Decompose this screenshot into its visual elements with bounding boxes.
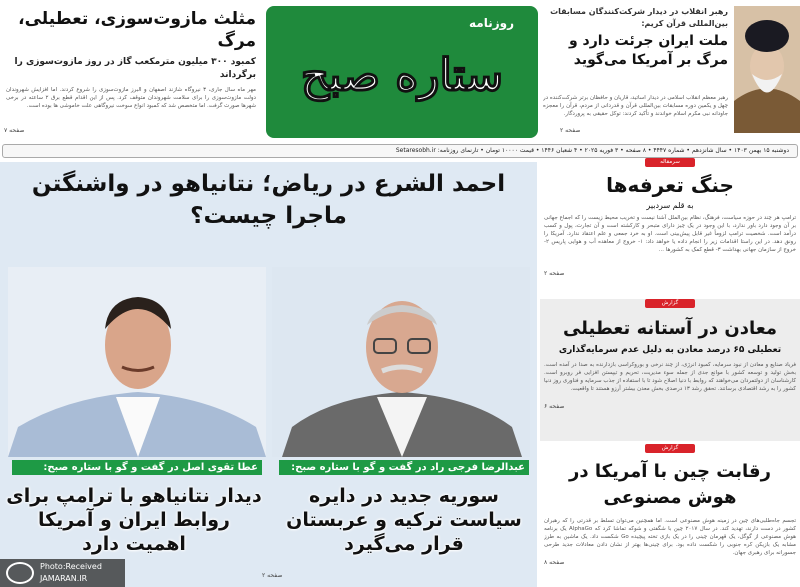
issue-info-text: دوشنبه ۱۵ بهمن ۱۴۰۳ • سال شانزدهم • شماره ۴۴۴۷ • ۸ صفحه • ۳ فوریه ۲۰۲۵ • ۴ شعبان ۱۴۴۶ • قیمت ۱۰۰۰۰ تومان • تارنمای روزنامه: Setaresobh.ir: [395, 147, 789, 154]
page-ref[interactable]: صفحه ۲: [262, 572, 283, 579]
watermark-line-2: JAMARAN.IR: [40, 574, 88, 583]
main-headline[interactable]: [0, 168, 537, 232]
story-title[interactable]: مثلث مازوت‌سوزی، تعطیلی، مرگ: [18, 9, 256, 51]
story-body: مهر ماه سال جاری، ۳ نیروگاه شازند اصفهان و البرز مازوت‌سوزی را شروع کردند. اما افزایش شهروندان دولت مازوت‌سوزی را برای سلامت شهروندان متوقف کرد. پس از این اقدام قطع برق ۲ ساعته در برخی شهرها صورت گرفت. اما متخصص شد که کمبود انواع سوخت نیروگاهی علت خاموشی ها بوده است.: [6, 87, 256, 109]
headline-line-2: ماجرا چیست؟: [190, 203, 347, 229]
newspaper-logo[interactable]: [266, 6, 538, 138]
page-ref[interactable]: صفحه ۷: [4, 127, 25, 134]
section-subtitle: تعطیلی ۶۵ درصد معادن به دلیل عدم سرمایه‌گذاری: [558, 345, 782, 355]
interview-caption-left: عطا تقوی اصل در گفت و گو با ستاره صبح:: [12, 460, 262, 475]
photo-taghavi: [8, 267, 266, 457]
photo-watermark: [0, 559, 125, 587]
logo-subtitle: روزنامه: [469, 16, 514, 30]
page-ref[interactable]: صفحه ۲: [544, 270, 565, 277]
masthead-left-story: [0, 0, 262, 140]
story-title-netanyahu[interactable]: دیدار نتانیاهو با ترامپ برای روابط ایران و آمریکا اهمیت دارد: [6, 485, 262, 555]
story-title-syria[interactable]: سوریه جدید در دایره سیاست ترکیه و عربستان قرار می‌گیرد: [286, 485, 522, 555]
section-title[interactable]: معادن در آستانه تعطیلی: [562, 318, 778, 339]
section-body: ترامپ هر چند در حوزه سیاست، فرهنگ، نظام بین‌الملل آشنا نیست و تخریب محیط زیست را که اجماع جهانی بر آن وجود دارد باور ندارد، با این وجود در یک چیز دارای متبحر و کارکشته است و آن تجارت، پول و کسب درآمد است. شخصیت ترامپ لزوماً غیر قابل پیش‌بینی است. او به خرد جمعی و علم اعتقاد ندارد. آمریکا را رونق دهد. در این راستا اقدامات زیر را انجام داده یا خواهد داد: ۱- خروج از معاهده آب و هوایی پاریس ۲- خروج از سازمان جهانی بهداشت ۳- قطع کمک به کشورها ...: [544, 215, 796, 253]
masthead-right-story: [540, 0, 800, 140]
section-body: فریاد صنایع و معادن از نبود سرمایه، کمبود انرژی، از چند نرخی و بوروکراسی بازدارنده به صدا در آمده است. بخش تولید و توسعه کشور با موانع جدی از جمله سوء مدیریت، تحریم و تیپستن افزایی فر روبرو است. کارشناسان از دولتمردان می‌خواهند که روابط با دنیا اصلاح شود تا با استفاده از جذب سرمایه و فناوری روز دنیا کشور را به رشد اقتصادی برسانند. تحقق رشد ۱۳ درصدی بخش معدن بیشتر آرزو هستند تا واقعیت.: [544, 362, 796, 392]
section-tag: گزارش: [645, 444, 695, 453]
story-subtitle: کمبود ۳۰۰ میلیون مترمکعب گاز در روز مازوت‌سوزی را برگرداند: [14, 57, 256, 80]
section-body: تجسم جاه‌طلبی‌های چین در زمینه هوش مصنوعی است. اما همچنین می‌توان تسلط بر قدرتی را که رهبران کشور در دست دارند، تهدید کند. در سال ۲۰۱۷ چین با شگفتی و شوکه تماشا کرد که AlphaGo یک برنامه هوش مصنوعی از گوگل، یک قهرمان چینی را در یک بازی تخته پیچیده Go شکست داد. یک ماشین به طرز مشابه یک بازیکن کره جنوبی را شکست داده بود. برای چینی‌ها بهتر از نشان دادن معادلات جدید طرحی جسورانه برای رهبری جهان.: [544, 518, 796, 556]
story-body: رهبر معظم انقلاب اسلامی در دیدار اساتید، قاریان و حافظان برتر شرکت‌کننده در چهل و یکمین دوره مسابقات بین‌المللی قرآن و قدردانی از مردم، قرآن را معجزه جاودانه نبی مکرم اسلام خواندند و تأکید کردند: توکل حقیقی به پروردگار.: [543, 95, 728, 117]
headline-line-1: احمد الشرع در ریاض؛ نتانیاهو در واشنگتن: [31, 171, 506, 197]
story-title[interactable]: ملت ایران جرئت دارد و مرگ بر آمریکا می‌گوید: [568, 33, 728, 68]
section-title[interactable]: جنگ تعرفه‌ها: [606, 173, 734, 197]
interview-caption-right: عبدالرضا فرجی راد در گفت و گو با ستاره صبح:: [279, 460, 529, 475]
section-subtitle: به قلم سردبیر: [646, 201, 694, 210]
story-kicker: رهبر انقلاب در دیدار شرکت‌کنندگان مسابقات بین‌المللی قرآن کریم:: [550, 7, 728, 28]
right-column: [540, 158, 800, 587]
issue-info-bar: [2, 144, 798, 158]
section-title[interactable]: رقابت چین با آمریکا در هوش مصنوعی: [569, 461, 771, 508]
ai-section: [540, 444, 800, 587]
page-ref[interactable]: صفحه ۲: [560, 127, 581, 134]
page-ref[interactable]: صفحه ۶: [544, 403, 565, 410]
jamaran-logo-icon: [6, 562, 34, 584]
photo-farajirad: [272, 267, 530, 457]
section-tag: سرمقاله: [645, 158, 695, 167]
page-ref[interactable]: صفحه ۸: [544, 559, 565, 566]
section-tag: گزارش: [645, 299, 695, 308]
logo-text: ستاره صبح: [300, 50, 504, 101]
main-feature: [0, 162, 537, 587]
leader-photo: [734, 6, 800, 133]
editorial-section: [540, 158, 800, 298]
mines-section: [540, 299, 800, 441]
watermark-line-1: Photo:Received: [40, 562, 102, 571]
